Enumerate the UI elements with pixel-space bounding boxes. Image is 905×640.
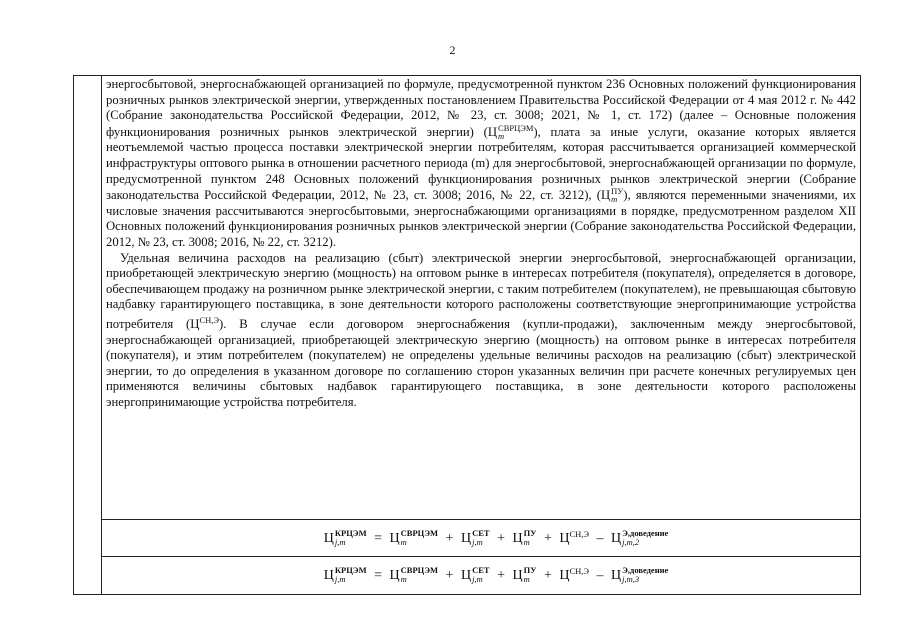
formula-1-equals: = — [374, 530, 383, 546]
formula-1-t5-sub: j,m,2 — [622, 537, 640, 548]
formula-2-t1-base: Ц — [389, 567, 400, 583]
text-cell — [106, 77, 856, 410]
formula-row-1 — [102, 519, 860, 556]
formula-1-t4-sup: СН,Э — [569, 528, 590, 539]
formula-2-equals: = — [374, 567, 383, 583]
formula-1-t2-base: Ц — [460, 530, 472, 546]
formula-1-t5-indices — [622, 529, 668, 547]
paragraph-2-text-b: ). В случае если договором энергоснабжения (купли-продажи), заключенным между энергосбытовой, энергоснабжающей организацией, приобретающей электрическую энергию (мощность) на оптовом рынке в интересах потребителя (покупателя), и этим потребителем (покупателем) не определены удельные величины расходов на реализацию (сбыт) электрической энергии, то до определения в указанном договоре по соглашению сторон указанных величин при расчете конечных регулируемых цен применяются величины сбытовых надбавок гарантирующего поставщика, в зоне деятельности которого расположены энергопринимающие устройства потребителя. — [106, 316, 856, 409]
formula-1-t2-sub: j,m — [472, 537, 483, 548]
formula-2-t1-sub: m — [400, 574, 407, 585]
formula-1-t1-indices — [401, 529, 438, 547]
formula-2-t5-base: Ц — [611, 567, 622, 583]
formula-1-lhs-base: Ц — [323, 530, 334, 546]
paragraph-2-text-a: Удельная величина расходов на реализацию (сбыт) электрической энергии энергосбытовой, энергоснабжающей организации, приобретающей электрическую энергию (мощность) на оптовом рынке в интересах потребителя (покупателя), определяется в договоре, обеспечивающем продажу на розничном рынке электрической энергии, с таким потребителем (покупателем), не превышающая сбытовую надбавку гарантирующего поставщика, в зоне деятельности которого расположены соответствующие энергопринимающие устройства потребителя (Ц — [106, 250, 856, 331]
paragraph-1-text-c: ), являются переменными значениями, их числовые значения рассчитываются энергосбытовыми, энергоснабжающими организациями в порядке, предусмотренном разделом XII Основных положений функционирования розничных рынков электрической энергии (Собрание законодательства Российской Федерации, 2012, № 23, ст. 3008; 2016, № 22, ст. 3212). — [106, 188, 856, 249]
formula-1-t3-base: Ц — [512, 530, 523, 546]
formula-2-plus-3: + — [543, 567, 552, 583]
formula-2-t2-sub: j,m — [472, 574, 483, 585]
symbol-svrcem-sup: СВРЦЭМ — [498, 122, 534, 133]
formula-1-t4-base: Ц — [559, 530, 570, 546]
table-left-column — [74, 76, 102, 594]
formula-2-t3-indices — [524, 566, 537, 584]
formula-1-t1-base: Ц — [389, 530, 400, 546]
symbol-svrcem-sub: m — [498, 130, 505, 141]
paragraph-1 — [106, 77, 856, 251]
formula-1-lhs-sup: КРЦЭМ — [334, 528, 367, 539]
formula-1-t1-sup: СВРЦЭМ — [400, 528, 439, 539]
formula-2-t3-sup: ПУ — [523, 565, 537, 576]
formula-2-plus-1: + — [445, 567, 454, 583]
formula-2-lhs-indices — [335, 566, 367, 584]
formula-1 — [324, 529, 669, 548]
symbol-sne-sup: СН,Э — [199, 314, 219, 325]
formula-2-t5-sup: Э,доведение — [622, 565, 669, 576]
paragraph-1-text-b: ), плата за иные услуги, оказание которых является неотъемлемой частью процесса поставки электрической энергии потребителям, которая рассчитывается организацией коммерческой инфраструктуры оптового рынка в отношении расчетного периода (m) для энергосбытовой, энергоснабжающей организации по формуле, предусмотренной пунктом 248 Основных положений функционирования розничных рынков электрической энергии (Собрание законодательства Российской Федерации, 2012, № 23, ст. 3008; 2016, № 22, ст. 3212), (Ц — [106, 124, 856, 203]
symbol-pu — [611, 187, 623, 203]
formula-1-t5-sup: Э,доведение — [622, 528, 669, 539]
formula-1-lhs-indices — [335, 529, 367, 547]
formula-1-t2-sup: СЕТ — [472, 528, 490, 539]
formula-2-t1-sup: СВРЦЭМ — [400, 565, 439, 576]
formula-row-2 — [102, 556, 860, 593]
formula-1-t1-sub: m — [400, 537, 407, 548]
document-table — [73, 75, 861, 595]
formula-2-plus-2: + — [497, 567, 505, 583]
formula-2-t4-base: Ц — [559, 567, 570, 583]
formula-2-t2-base: Ц — [460, 567, 472, 583]
paragraph-2 — [106, 251, 856, 411]
formula-1-t3-sup: ПУ — [523, 528, 537, 539]
formula-2-lhs-base: Ц — [323, 567, 334, 583]
formula-1-t3-indices — [524, 529, 537, 547]
formula-2-t2-indices — [472, 566, 489, 584]
symbol-pu-sup: ПУ — [611, 186, 624, 197]
formula-1-minus: – — [596, 530, 604, 546]
paragraph-1-text-a: энергосбытовой, энергоснабжающей организацией по формуле, предусмотренной пунктом 236 Основных положений функционирования розничных рынков электрической энергии, утвержденных постановлением Правительства Российской Федерации от 4 мая 2012 г. № 442 (Собрание законодательства Российской Федерации, 2012, № 23, ст. 3008; 2021, № 1, ст. 172) (далее – Основные положения функционирования розничных рынков электрической энергии) (Ц — [106, 77, 856, 139]
formula-1-plus-2: + — [497, 530, 505, 546]
formula-1-t5-base: Ц — [611, 530, 622, 546]
formula-2-t5-indices — [622, 566, 668, 584]
page-number: 2 — [449, 43, 456, 57]
formula-2-t1-indices — [401, 566, 438, 584]
formula-2-minus: – — [596, 567, 604, 583]
symbol-svrcem — [498, 124, 533, 140]
formula-1-t2-indices — [472, 529, 489, 547]
symbol-pu-sub: m — [611, 194, 618, 205]
formula-1-plus-1: + — [445, 530, 454, 546]
formula-2-t3-sub: m — [523, 574, 530, 585]
formula-1-plus-3: + — [543, 530, 552, 546]
formula-2 — [324, 566, 669, 585]
formula-1-t3-sub: m — [523, 537, 530, 548]
formula-2-lhs-sup: КРЦЭМ — [334, 565, 367, 576]
formula-2-lhs-sub: j,m — [334, 574, 346, 585]
formula-2-t4-sup: СН,Э — [569, 565, 590, 576]
formula-2-t3-base: Ц — [512, 567, 523, 583]
formula-2-t5-sub: j,m,3 — [622, 574, 640, 585]
formula-1-lhs-sub: j,m — [334, 537, 346, 548]
formula-2-t2-sup: СЕТ — [472, 565, 490, 576]
